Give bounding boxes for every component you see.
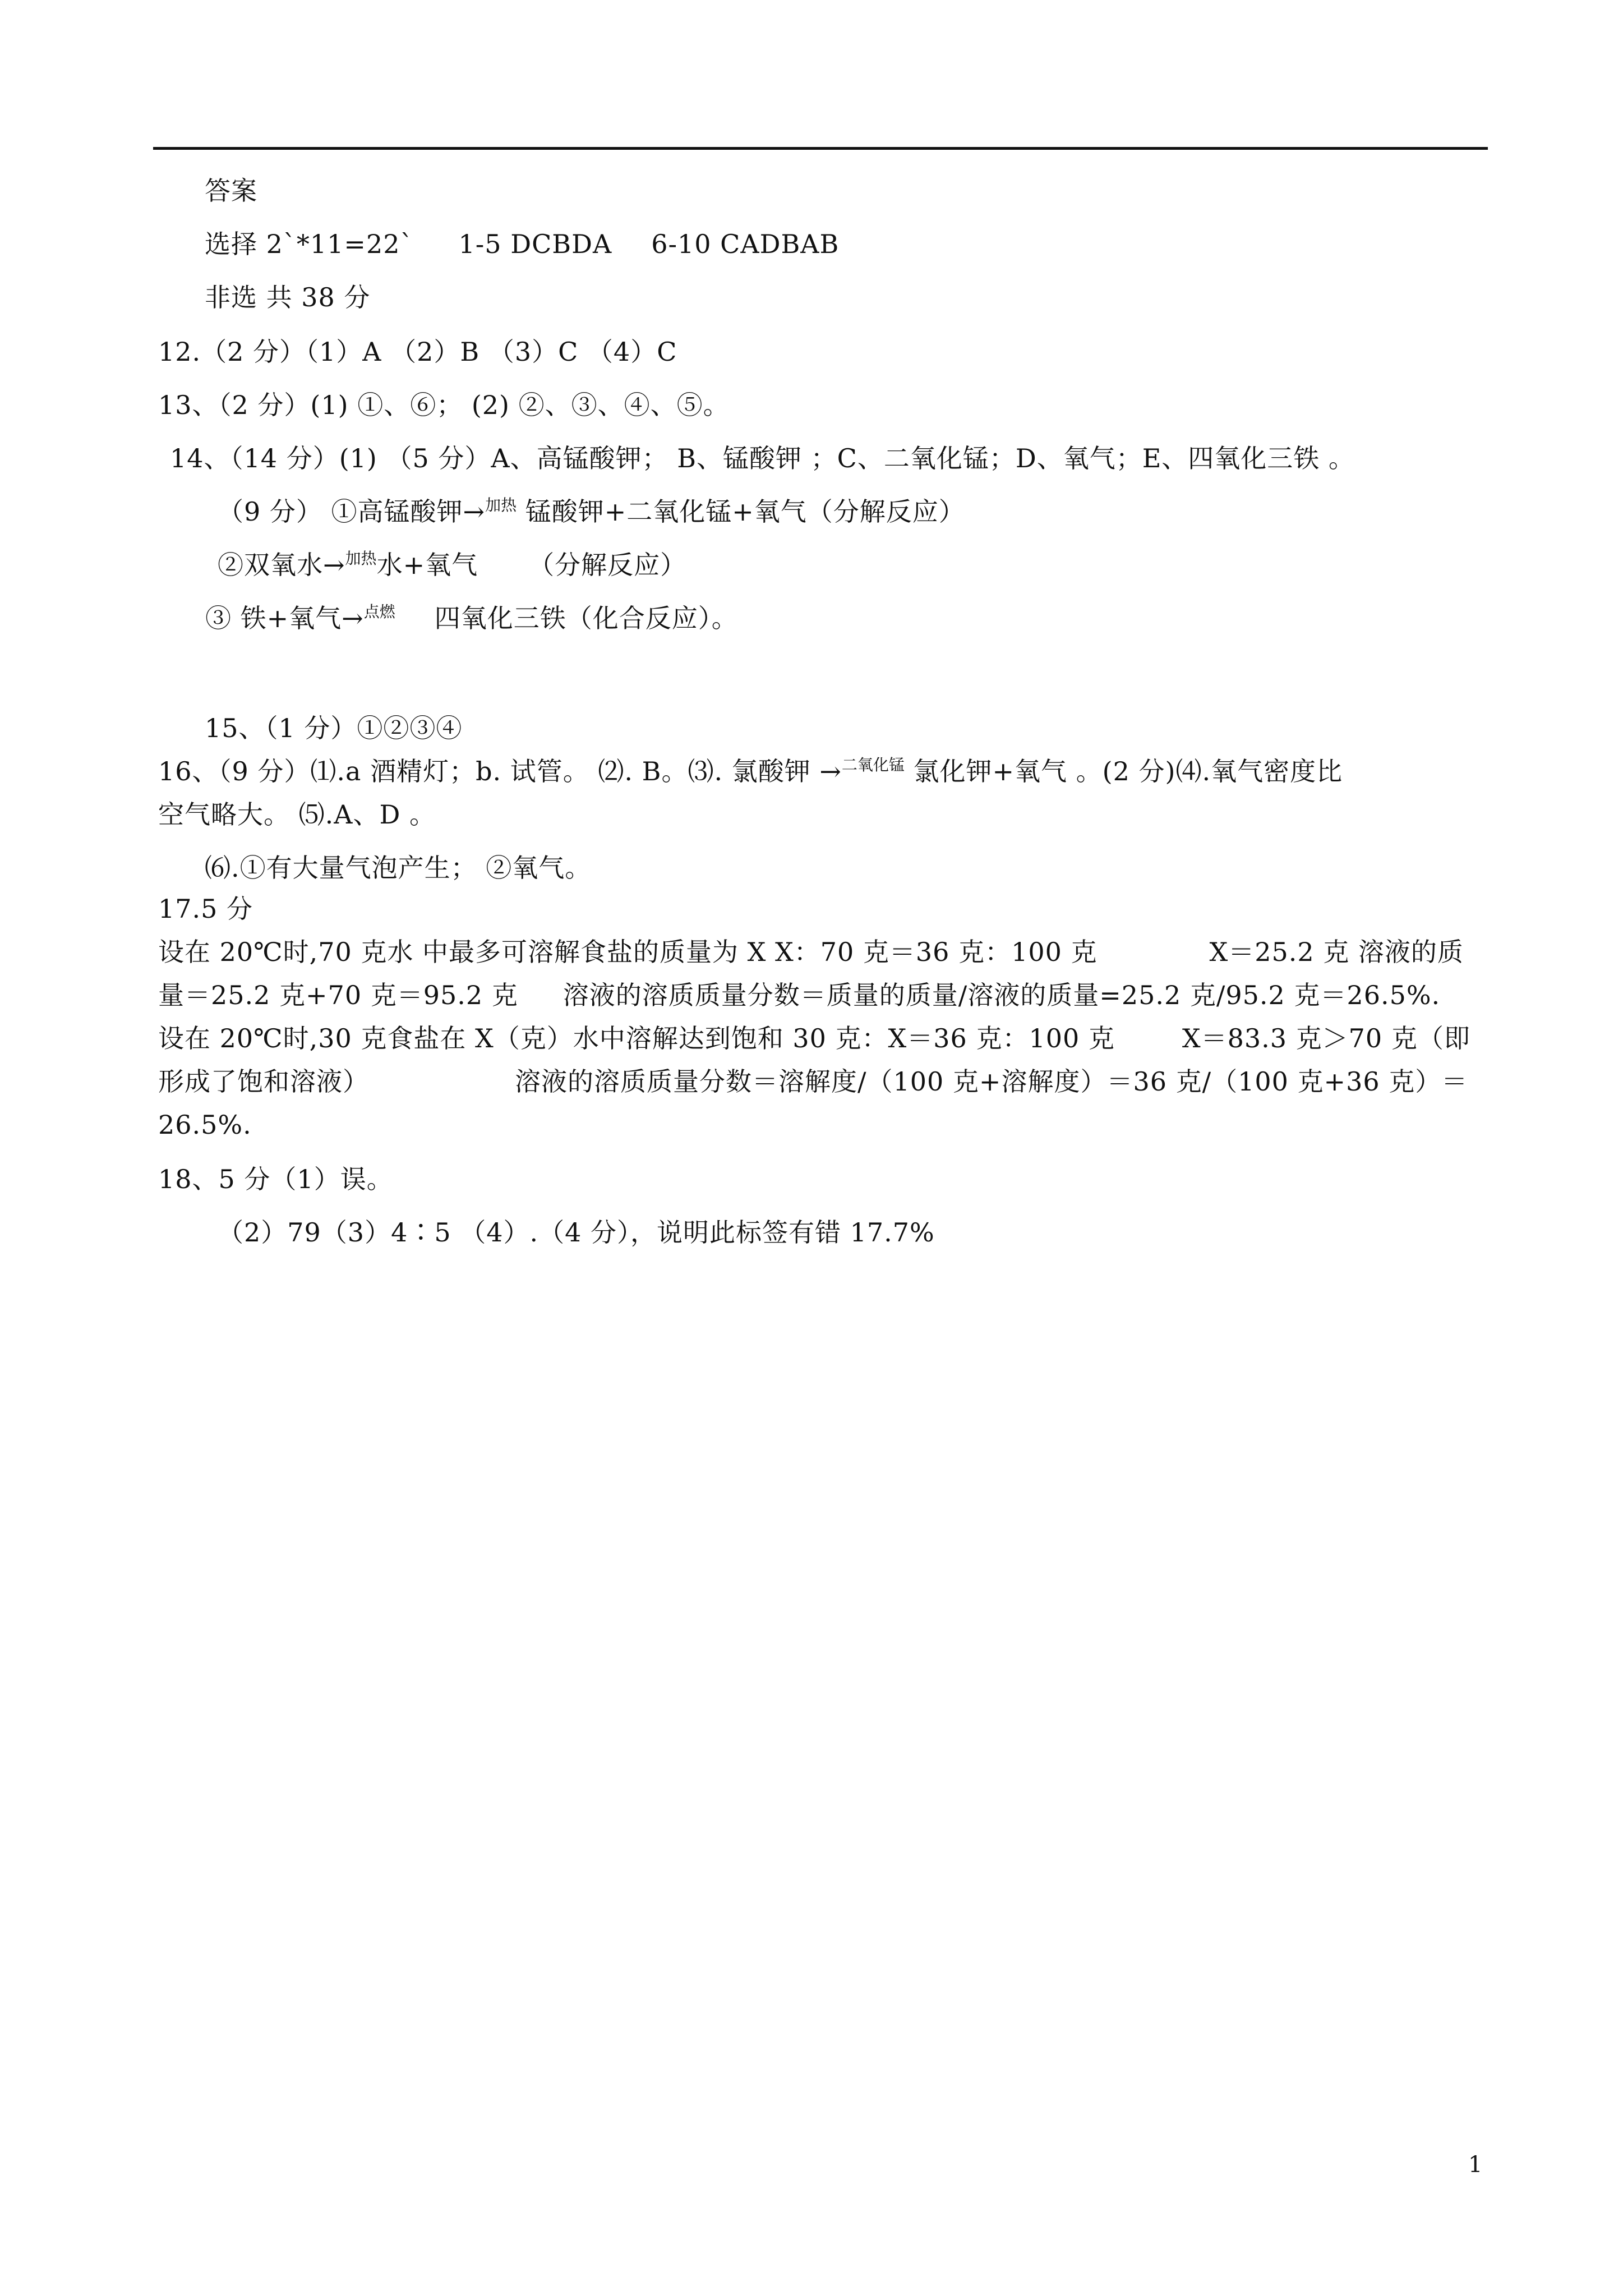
q17-line4-a: 形成了饱和溶液） xyxy=(158,1066,369,1097)
q14-reaction-3 xyxy=(205,601,738,639)
q15-answer: 15、（1 分）①②③④ xyxy=(205,713,463,743)
q14-r2-condition: 加热 xyxy=(345,549,377,568)
q17-line4-b: 溶液的溶质质量分数＝溶解度/（100 克+溶解度）＝36 克/（100 克+36 克）＝ xyxy=(515,1066,1468,1097)
q18-line1: 18、5 分（1）误。 xyxy=(158,1164,393,1194)
q17-line3-b: X＝83.3 克＞70 克（即 xyxy=(1182,1023,1470,1053)
q17-line3 xyxy=(158,1022,1470,1055)
q17-line3-a: 设在 20℃时,30 克食盐在 X（克）水中溶解达到饱和 30 克：X＝36 克：100 克 xyxy=(158,1023,1115,1053)
answer-title: 答案 xyxy=(205,176,257,206)
header-rule xyxy=(153,147,1488,150)
q16-line1-condition: 二氧化锰 xyxy=(841,756,905,774)
q17-line1-a: 设在 20℃时,70 克水 中最多可溶解食盐的质量为 X X：70 克＝36 克：100 克 xyxy=(158,937,1098,967)
q17-line5: 26.5%. xyxy=(158,1110,252,1140)
q16-line1-prefix: 16、（9 分）⑴.a 酒精灯；b. 试管。 ⑵. B。⑶. 氯酸钾 → xyxy=(158,756,842,786)
q17-line1-b: X＝25.2 克 溶液的质 xyxy=(1209,937,1464,967)
nonchoice-heading: 非选 共 38 分 xyxy=(205,282,371,312)
q14-r2-type: （分解反应） xyxy=(528,550,687,580)
q16-line2: 空气略大。 ⑸.A、D 。 xyxy=(158,799,436,830)
q17-line1 xyxy=(158,935,1464,969)
q14-r3-suffix: 四氧化三铁（化合反应）。 xyxy=(434,603,738,633)
q17-line4 xyxy=(158,1065,1468,1098)
choice-answers xyxy=(205,227,839,261)
q14-r3-prefix: ③ 铁+氧气→ xyxy=(205,603,364,633)
q17-line2-b: 溶液的溶质质量分数＝质量的质量/溶液的质量=25.2 克/95.2 克＝26.5%. xyxy=(562,980,1441,1010)
q14-r1-prefix: （9 分） ①高锰酸钾→ xyxy=(218,496,486,527)
q14-r3-condition: 点燃 xyxy=(363,602,395,621)
q16-line1-suffix: 氯化钾+氧气 。(2 分)⑷.氧气密度比 xyxy=(904,756,1343,786)
q17-line2-a: 量＝25.2 克+70 克＝95.2 克 xyxy=(158,980,518,1010)
choice-part2: 6-10 CADBAB xyxy=(651,229,840,259)
choice-part1: 1-5 DCBDA xyxy=(458,229,612,259)
q16-line3: ⑹.①有大量气泡产生； ②氧气。 xyxy=(205,853,592,883)
q17-title: 17.5 分 xyxy=(158,894,253,924)
q18-line2: （2）79（3）4∶5 （4）.（4 分），说明此标签有错 17.7% xyxy=(218,1217,935,1248)
q17-line2 xyxy=(158,978,1440,1012)
q14-reaction-2 xyxy=(218,548,686,586)
q14-r1-suffix: 锰酸钾+二氧化锰+氧气（分解反应） xyxy=(517,496,965,527)
q16-line1 xyxy=(158,754,1343,792)
page-number: 1 xyxy=(1468,2152,1483,2178)
q14-r2-prefix: ②双氧水→ xyxy=(218,550,345,580)
q12-answer: 12.（2 分）（1）A （2）B （3）C （4）C xyxy=(158,337,677,367)
q13-answer: 13、（2 分）(1) ①、⑥； (2) ②、③、④、⑤。 xyxy=(158,390,730,420)
q14-line1: 14、（14 分）(1) （5 分）A、高锰酸钾； B、锰酸钾 ；C、二氧化锰；D、氧气；E、四氧化三铁 。 xyxy=(170,443,1355,473)
q14-r2-suffix: 水+氧气 xyxy=(376,550,478,580)
choice-label: 选择 2`*11=22` xyxy=(205,229,414,259)
q14-reaction-1 xyxy=(218,495,965,532)
q14-r1-condition: 加热 xyxy=(485,496,517,514)
